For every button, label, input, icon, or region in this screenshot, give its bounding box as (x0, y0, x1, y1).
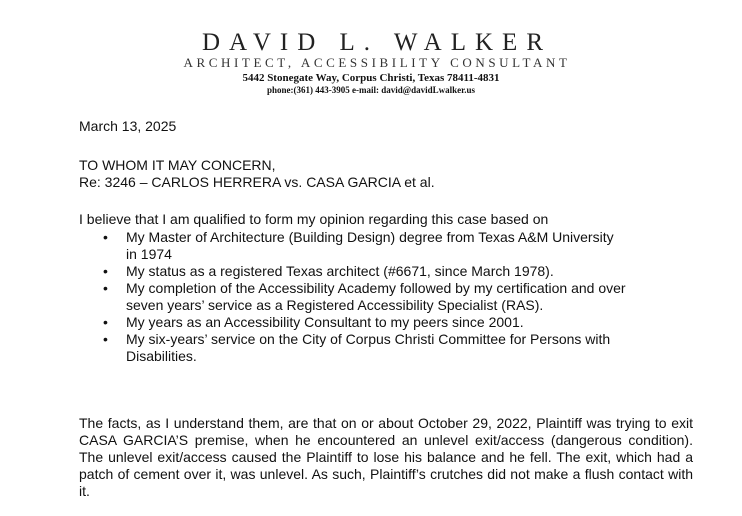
bullet-icon: • (103, 229, 108, 245)
list-item (79, 331, 693, 365)
letterhead-contact: phone:(361) 443-3905 e-mail: david@davidLwalker.us (266, 85, 476, 95)
list-item-line: My six-years’ service on the City of Corpus Christi Committee for Persons with (126, 331, 611, 347)
list-item (79, 280, 693, 314)
letterhead-name: DAVID L. WALKER (201, 29, 553, 56)
bullet-icon: • (103, 263, 108, 279)
list-item (79, 263, 693, 280)
intro-paragraph: I believe that I am qualified to form my opinion regarding this case based on (79, 211, 549, 227)
salutation: TO WHOM IT MAY CONCERN, (79, 157, 276, 173)
bullet-icon: • (103, 314, 108, 330)
facts-paragraph: The facts, as I understand them, are that on or about October 29, 2022, Plaintiff was trying to exit CASA GARCIA’S premise, when he encountered an unlevel exit/access (dangerous condition). The unlevel exit/access caused the Plaintiff to lose his balance and he fell. The exit, which had a patch of cement over it, was unlevel. As such, Plaintiff’s crutches did not make a flush contact with it. (79, 415, 693, 499)
list-item-line: My status as a registered Texas architect (#6671, since March 1978). (126, 263, 554, 279)
list-item (79, 314, 693, 331)
list-item-line: in 1974 (126, 246, 172, 262)
bullet-icon: • (103, 331, 108, 347)
letterhead-address: 5442 Stonegate Way, Corpus Christi, Texas 78411-4831 (242, 72, 500, 84)
letterhead-title: ARCHITECT, ACCESSIBILITY CONSULTANT (183, 55, 571, 70)
letter-salutation-block (79, 157, 693, 191)
list-item-line: My years as an Accessibility Consultant to my peers since 2001. (126, 314, 524, 330)
list-item-line: seven years’ service as a Registered Accessibility Specialist (RAS). (126, 297, 544, 313)
list-item (79, 229, 693, 263)
qualifications-list (79, 229, 693, 365)
list-item-line: My completion of the Accessibility Academy followed by my certification and over (126, 280, 626, 296)
bullet-icon: • (103, 280, 108, 296)
re-line: Re: 3246 – CARLOS HERRERA vs. CASA GARCIA et al. (79, 174, 435, 190)
letterhead (0, 30, 742, 96)
list-item-line: My Master of Architecture (Building Design) degree from Texas A&M University (126, 229, 614, 245)
list-item-line: Disabilities. (126, 348, 197, 364)
letter-date: March 13, 2025 (79, 118, 177, 134)
